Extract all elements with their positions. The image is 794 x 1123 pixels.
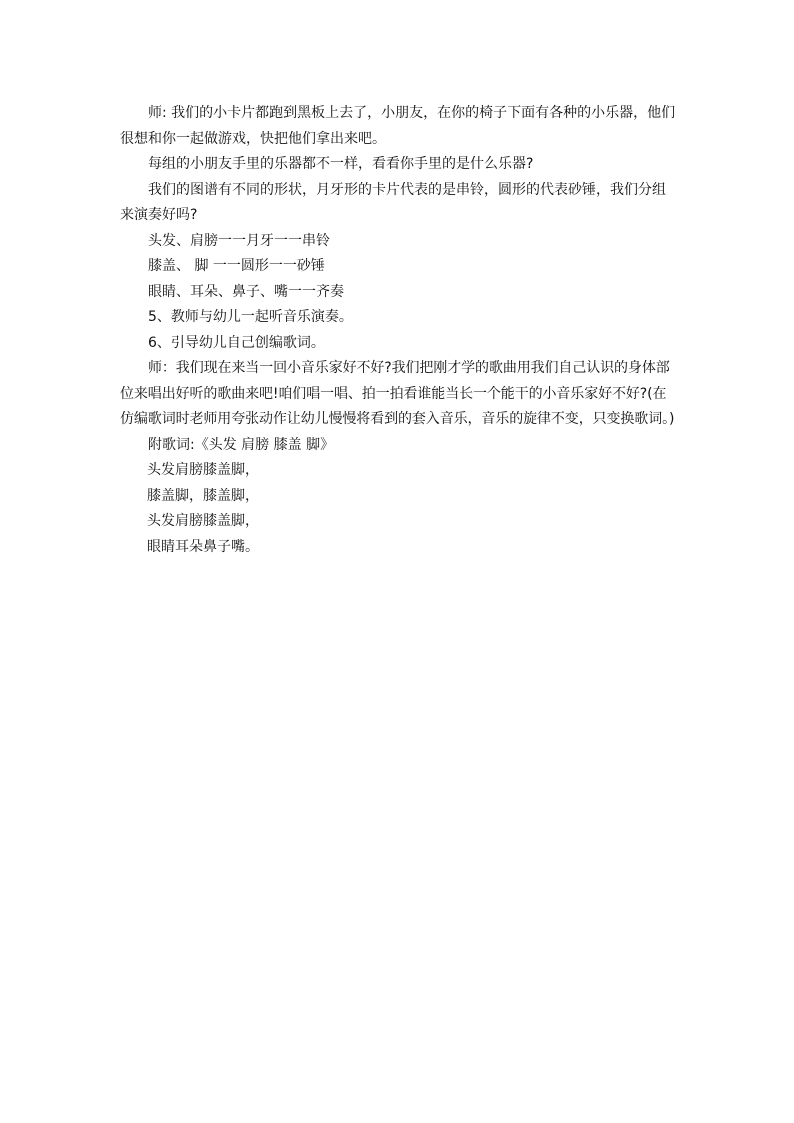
paragraph-teacher-musician: 师：我们现在来当一回小音乐家好不好?我们把刚才学的歌曲用我们自己认识的身体部位来唱出好听的歌曲来吧!咱们唱一唱、拍一拍看谁能当长一个能干的小音乐家好不好?(在仿编歌词时老师用夸张动作让幼儿慢慢将看到的套入音乐，音乐的旋律不变，只变换歌词。) [120, 360, 675, 427]
lyric-line-4: 眼睛耳朵鼻子嘴。 [147, 538, 259, 555]
lyric-line-1: 头发肩膀膝盖脚， [147, 462, 259, 478]
paragraph-instruments-question: 每组的小朋友手里的乐器都不一样，看看你手里的是什么乐器? [148, 156, 534, 172]
mapping-line-hair-shoulders: 头发、肩膀一一月牙一一串铃 [148, 232, 330, 249]
lyrics-heading: 附歌词:《头发 肩膀 膝盖 脚》 [148, 436, 335, 453]
paragraph-teacher-cards: 师: 我们的小卡片都跑到黑板上去了，小朋友，在你的椅子下面有各种的小乐器，他们很想和你一起做游戏，快把他们拿出来吧。 [120, 105, 676, 147]
paragraph-score-shapes: 我们的图谱有不同的形状，月牙形的卡片代表的是串铃，圆形的代表砂锤，我们分组来演奏好吗? [120, 181, 666, 223]
step-5: 5、教师与幼儿一起听音乐演奏。 [148, 309, 353, 325]
lyric-line-2: 膝盖脚，膝盖脚， [147, 487, 259, 504]
document-body [120, 101, 676, 560]
mapping-line-knees-feet: 膝盖、 脚 一一圆形一一砂锤 [148, 258, 325, 274]
step-6: 6、引导幼儿自己创编歌词。 [148, 334, 325, 351]
mapping-line-face: 眼睛、耳朵、鼻子、嘴一一齐奏 [148, 283, 344, 300]
lyric-line-3: 头发肩膀膝盖脚， [147, 513, 259, 529]
